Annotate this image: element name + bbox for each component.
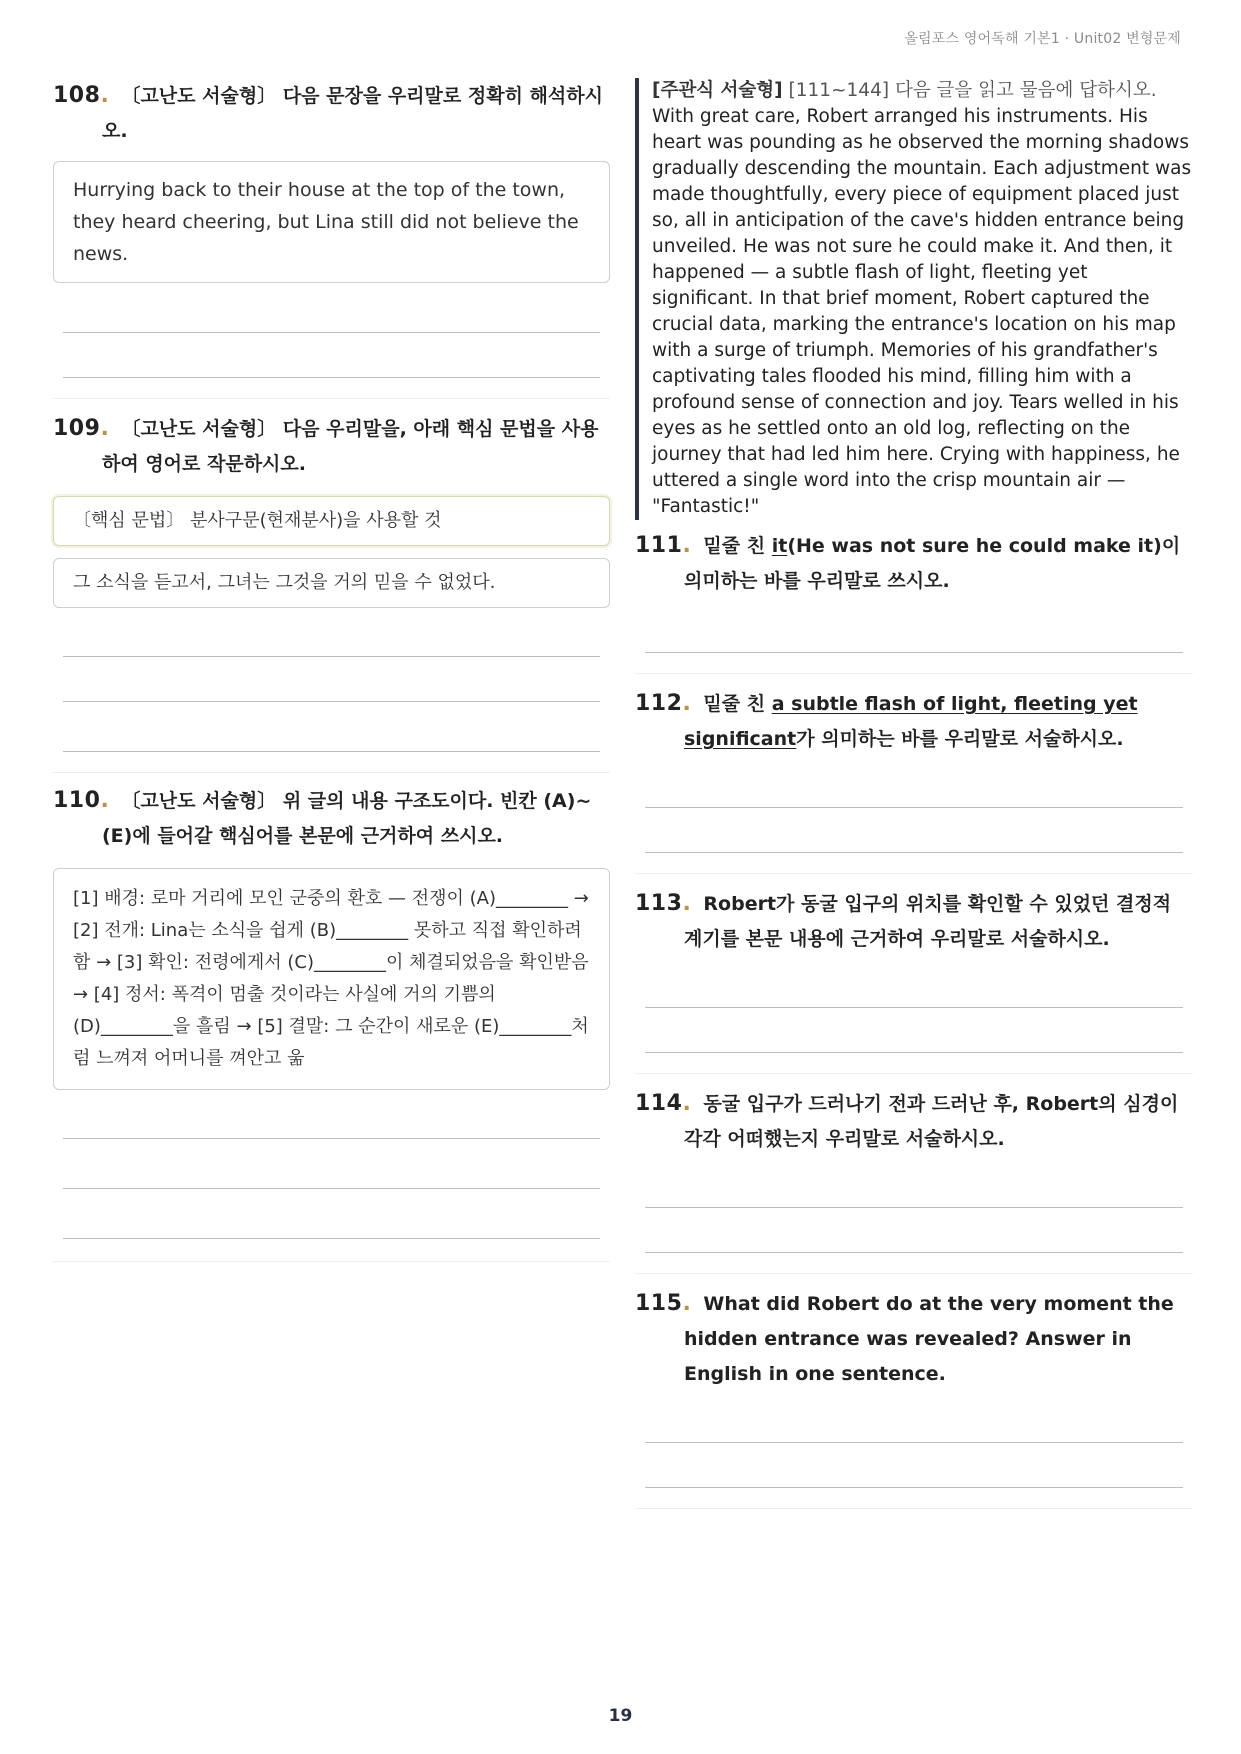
answer-line[interactable] bbox=[645, 1208, 1183, 1253]
divider bbox=[635, 853, 1193, 874]
question-prompt-post: (He was not sure he could make it)이 의미하는 바를 우리말로 쓰시오. bbox=[684, 535, 1181, 592]
structure-text: [1] 배경: 로마 거리에 모인 군중의 환호 — 전쟁이 (A)________ → [2] 전개: Lina는 소식을 쉽게 (B)________ 못하고 직접 확인하려 함 → [3] 확인: 전령에게서 (C)________이 체결되었음을 확인받음 → [4] 정서: 폭격이 멈출 것이라는 사실에 거의 기쁨의 (D)________을 흘림 → [5] 결말: 그 순간이 새로운 (E)________처럼 느껴져 어머니를 껴안고 욺 bbox=[73, 888, 589, 1069]
question-number: 110 bbox=[53, 788, 101, 813]
answer-line[interactable] bbox=[63, 657, 600, 702]
question-title: 111. 밑줄 친 it(He was not sure he could make it)이 의미하는 바를 우리말로 쓰시오. bbox=[635, 533, 1181, 592]
question-prompt: 위 글의 내용 구조도이다. 빈칸 (A)~(E)에 들어갈 핵심어를 본문에 근거하여 쓰시오. bbox=[102, 790, 592, 847]
question-title: 109. 〔 고난도 서술형 〕 다음 우리말을, 아래 핵심 문법을 사용하여 영어로 작문하시오. bbox=[53, 411, 610, 482]
korean-sentence-box bbox=[53, 558, 610, 608]
question-title: 110. 〔 고난도 서술형 〕 위 글의 내용 구조도이다. 빈칸 (A)~(E)에 들어갈 핵심어를 본문에 근거하여 쓰시오. bbox=[53, 783, 610, 854]
underlined-phrase: it bbox=[771, 535, 788, 557]
question-prompt: What did Robert do at the very moment the hidden entrance was revealed? Answer in English in one sentence. bbox=[684, 1293, 1174, 1385]
question-number: 113 bbox=[635, 891, 683, 916]
divider bbox=[635, 1253, 1193, 1274]
question-number: 111 bbox=[635, 533, 683, 558]
question-prompt: 다음 우리말을, 아래 핵심 문법을 사용하여 영어로 작문하시오. bbox=[102, 418, 599, 475]
passage-tag: [ 주관식 서술형 ] bbox=[652, 80, 783, 101]
answer-line[interactable] bbox=[645, 957, 1183, 1008]
grammar-hint-box bbox=[53, 496, 610, 546]
passage-header bbox=[652, 78, 1193, 104]
question-prompt-pre: 밑줄 친 bbox=[703, 535, 772, 557]
question-tag: 〔 고난도 서술형 〕 bbox=[121, 418, 276, 440]
question-title: 114. 동굴 입구가 드러나기 전과 드러난 후, Robert의 심경이 각각 어떠했는지 우리말로 서술하시오. bbox=[635, 1091, 1179, 1150]
answer-line[interactable] bbox=[645, 599, 1183, 653]
divider bbox=[635, 1488, 1193, 1509]
divider bbox=[635, 1053, 1193, 1074]
answer-line[interactable] bbox=[63, 283, 600, 333]
passage-range: [111~144] 다음 글을 읽고 물음에 답하시오. bbox=[788, 80, 1157, 101]
question-113 bbox=[635, 886, 1193, 1074]
question-number: 114 bbox=[635, 1091, 683, 1116]
structure-box bbox=[53, 868, 610, 1090]
sentence-text: Hurrying back to their house at the top of the town, they heard cheering, but Lina still did not believe the news. bbox=[73, 179, 579, 265]
answer-line[interactable] bbox=[63, 333, 600, 378]
answer-line[interactable] bbox=[63, 1189, 600, 1239]
question-tag: 〔 고난도 서술형 〕 bbox=[121, 85, 276, 107]
question-prompt: Robert가 동굴 입구의 위치를 확인할 수 있었던 결정적 계기를 본문 내용에 근거하여 우리말로 서술하시오. bbox=[684, 893, 1172, 950]
question-tag: 〔 고난도 서술형 〕 bbox=[121, 790, 276, 812]
answer-line[interactable] bbox=[645, 1008, 1183, 1053]
divider bbox=[53, 378, 610, 399]
question-title: 115. What did Robert do at the very moment the hidden entrance was revealed? Answer in English in one sentence. bbox=[635, 1291, 1174, 1385]
divider bbox=[53, 752, 610, 773]
question-115 bbox=[635, 1286, 1193, 1509]
answer-line[interactable] bbox=[63, 608, 600, 657]
answer-line[interactable] bbox=[645, 1392, 1183, 1443]
answer-line[interactable] bbox=[63, 702, 600, 752]
left-column bbox=[53, 78, 610, 1262]
answer-line[interactable] bbox=[645, 1443, 1183, 1488]
answer-line[interactable] bbox=[645, 1157, 1183, 1208]
question-title: 112. 밑줄 친 a subtle flash of light, fleeting yet significant가 의미하는 바를 우리말로 서술하시오. bbox=[635, 691, 1138, 750]
question-prompt: 다음 문장을 우리말로 정확히 해석하시오. bbox=[102, 85, 603, 142]
answer-line[interactable] bbox=[63, 1139, 600, 1189]
question-108 bbox=[53, 78, 610, 399]
answer-line[interactable] bbox=[645, 808, 1183, 853]
question-prompt-pre: 밑줄 친 bbox=[703, 693, 772, 715]
question-title: 108. 〔 고난도 서술형 〕 다음 문장을 우리말로 정확히 해석하시오. bbox=[53, 78, 610, 149]
hint-label: 〔핵심 문법〕 bbox=[73, 510, 185, 531]
underlined-phrase: a subtle flash of light, fleeting yet significant bbox=[684, 693, 1138, 750]
question-112 bbox=[635, 686, 1193, 874]
question-number: 109 bbox=[53, 416, 101, 441]
sentence-box bbox=[53, 161, 610, 283]
question-111 bbox=[635, 528, 1193, 674]
page-number: 19 bbox=[608, 1706, 633, 1726]
right-column bbox=[635, 78, 1193, 1509]
reading-passage bbox=[635, 78, 1193, 520]
question-number: 112 bbox=[635, 691, 683, 716]
divider bbox=[635, 653, 1193, 674]
question-prompt: 동굴 입구가 드러나기 전과 드러난 후, Robert의 심경이 각각 어떠했는지 우리말로 서술하시오. bbox=[684, 1093, 1179, 1150]
hint-text: 분사구문(현재분사)을 사용할 것 bbox=[190, 510, 442, 531]
divider bbox=[53, 1239, 610, 1262]
question-109 bbox=[53, 411, 610, 773]
question-prompt-post: 가 의미하는 바를 우리말로 서술하시오. bbox=[796, 728, 1124, 750]
question-number: 108 bbox=[53, 83, 101, 108]
korean-sentence: 그 소식을 듣고서, 그녀는 그것을 거의 믿을 수 없었다. bbox=[73, 572, 496, 593]
answer-line[interactable] bbox=[63, 1090, 600, 1139]
answer-line[interactable] bbox=[645, 757, 1183, 808]
question-number: 115 bbox=[635, 1291, 683, 1316]
question-114 bbox=[635, 1086, 1193, 1274]
question-110 bbox=[53, 783, 610, 1262]
page-header: 올림포스 영어독해 기본1 · Unit02 변형문제 bbox=[904, 31, 1181, 47]
question-title: 113. Robert가 동굴 입구의 위치를 확인할 수 있었던 결정적 계기를 본문 내용에 근거하여 우리말로 서술하시오. bbox=[635, 891, 1172, 950]
passage-text: With great care, Robert arranged his instruments. His heart was pounding as he observed the morning shadows gradually descending the mountain. Each adjustment was made thoughtfully, every piece of equipment placed just so, all in anticipation of the cave's hidden entrance being unveiled. He was not sure he could make it. And then, it happened — a subtle flash of light, fleeting yet significant. In that brief moment, Robert captured the crucial data, marking the entrance's location on his map with a surge of triumph. Memories of his grandfather's captivating tales flooded his mind, filling him with a profound sense of connection and joy. Tears welled in his eyes as he settled onto an old log, reflecting on the journey that had led him here. Crying with happiness, he uttered a single word into the crisp mountain air — "Fantastic!" bbox=[652, 106, 1192, 517]
